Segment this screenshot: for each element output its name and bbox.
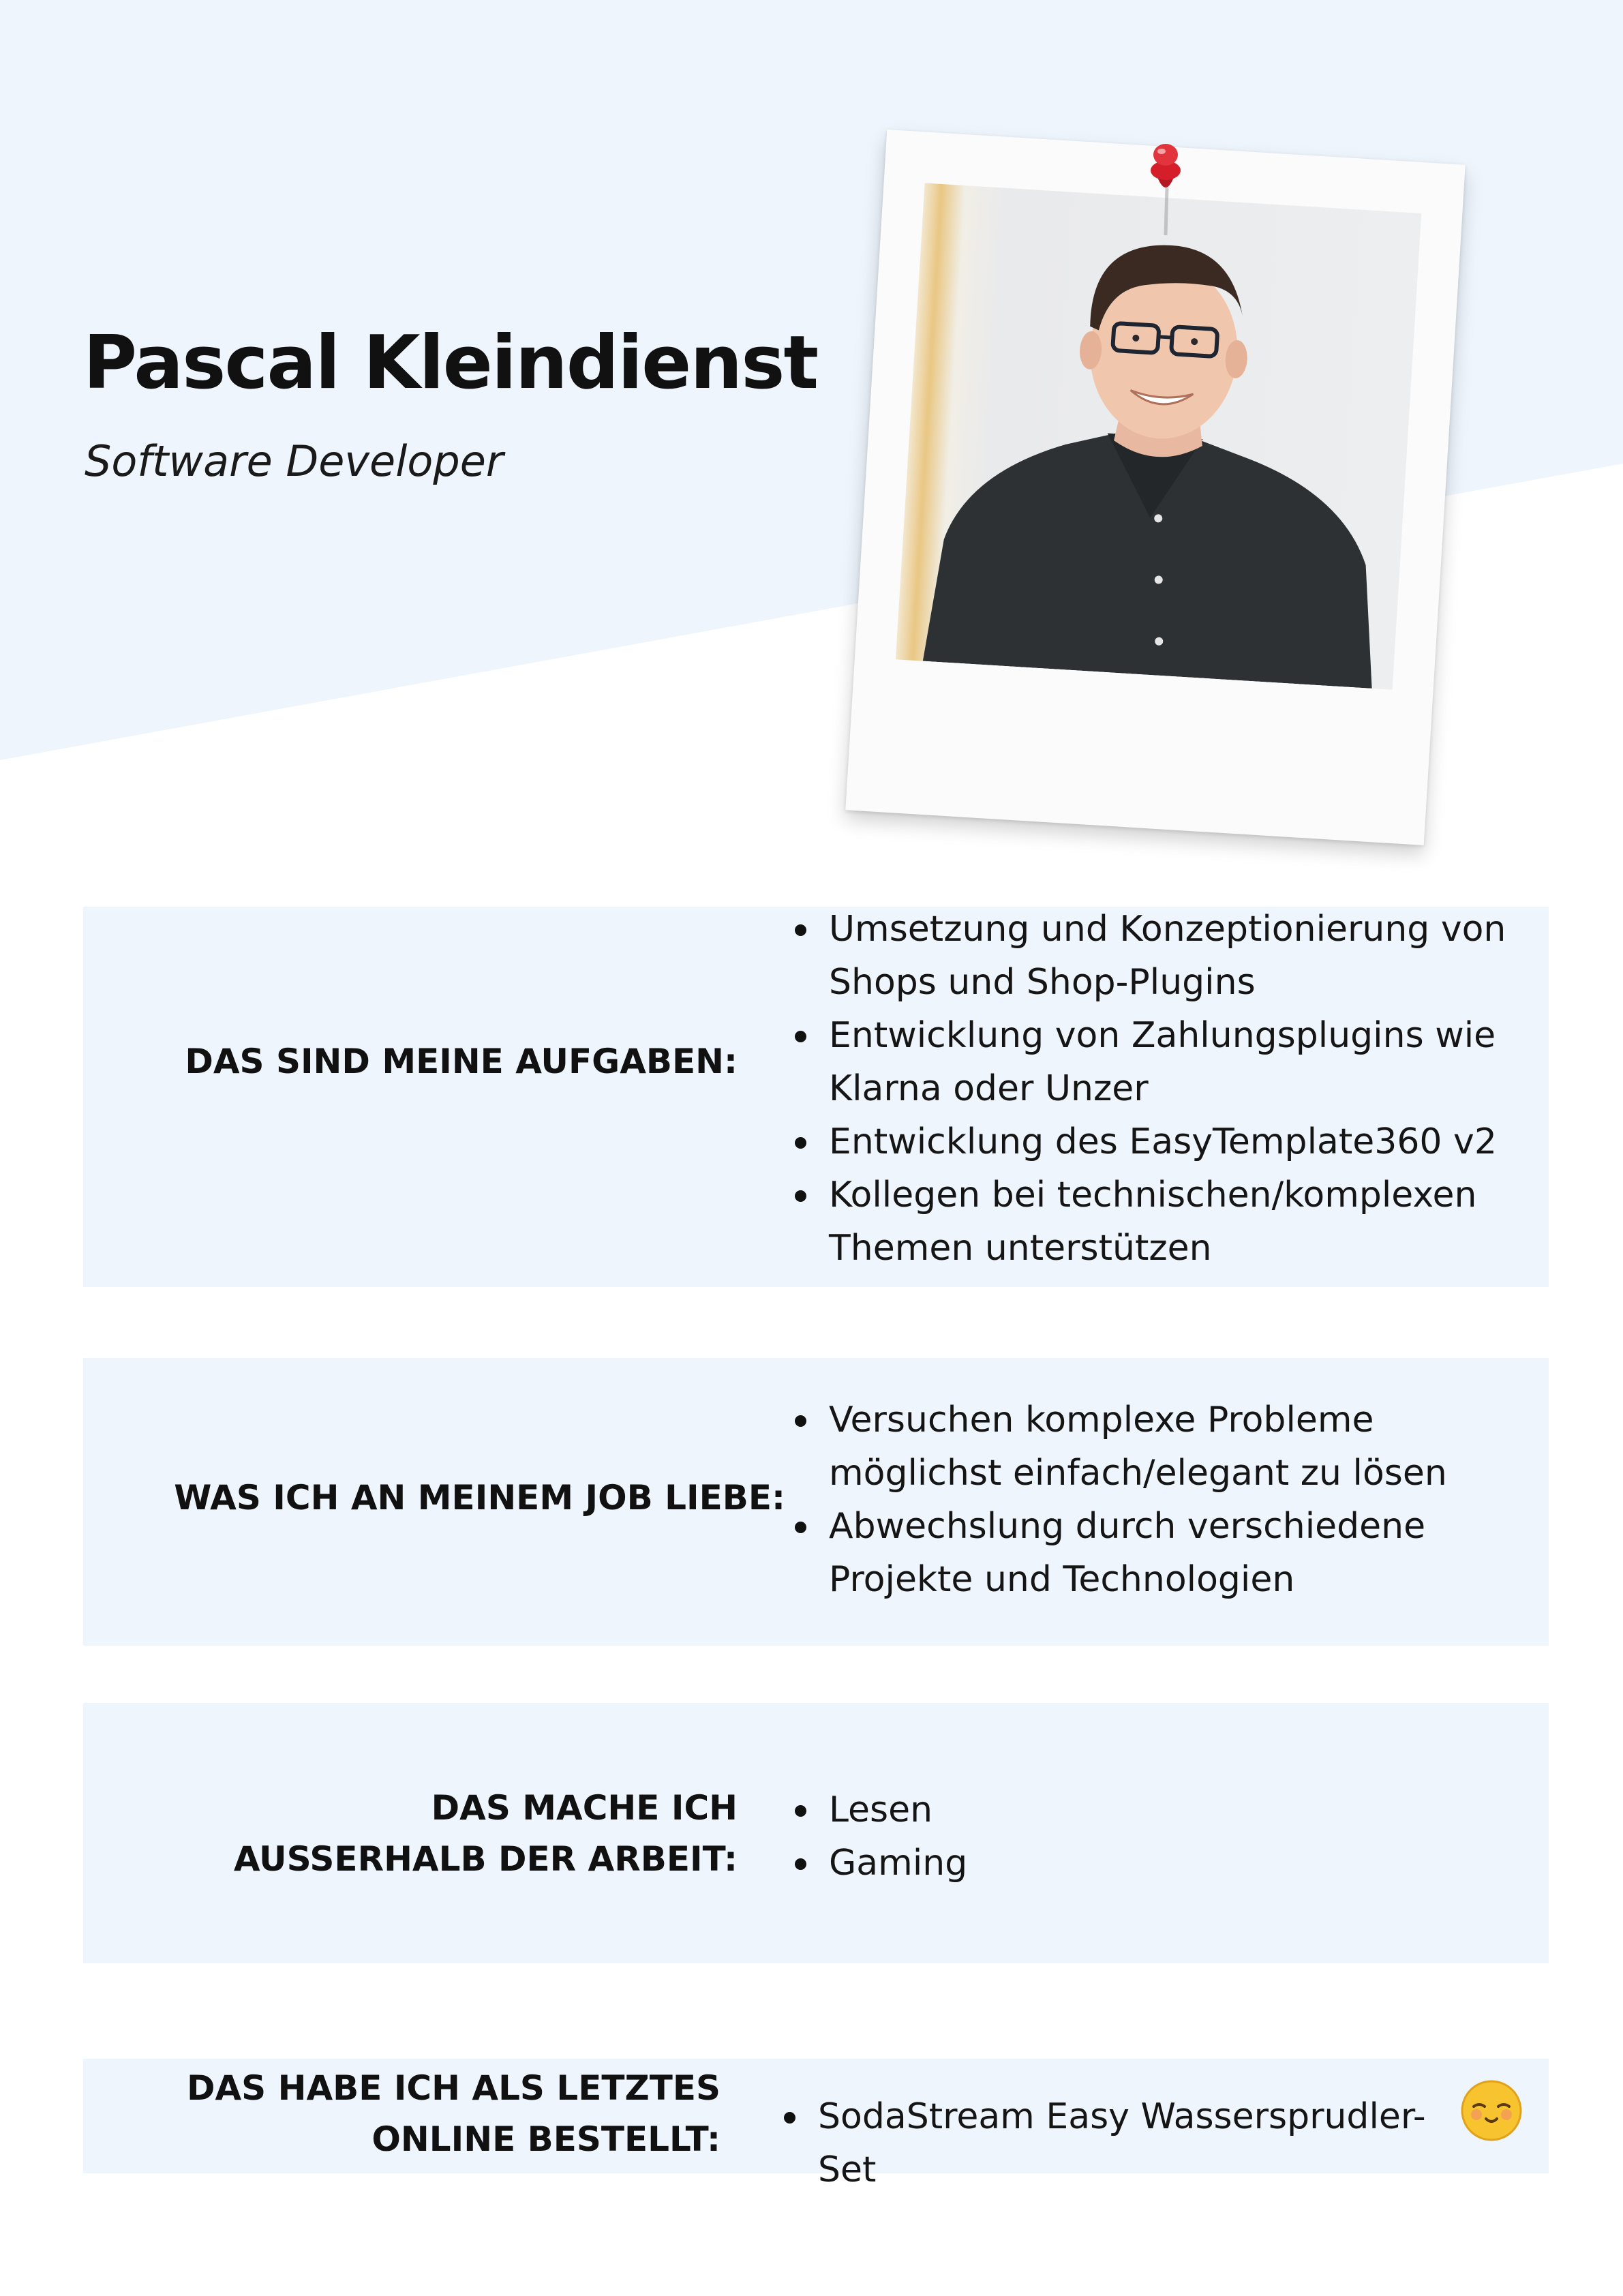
section-last-order — [83, 2059, 1549, 2190]
list-item: Lesen — [791, 1783, 1513, 1837]
list-item: Versuchen komplexe Probleme möglichst einfach/elegant zu lösen — [791, 1393, 1513, 1500]
list-item: Entwicklung von Zahlungsplugins wie Klarna oder Unzer — [791, 1009, 1513, 1115]
profile-photo — [896, 183, 1421, 690]
list-item: Kollegen bei technischen/komplexen Themen unterstützen — [791, 1168, 1513, 1275]
section-last-order-label-line2: ONLINE BESTELLT: — [371, 2119, 721, 2159]
list-item: Entwicklung des EasyTemplate360 v2 — [791, 1115, 1513, 1168]
section-hobbies-list — [791, 1783, 1513, 1890]
section-job-love-list — [791, 1393, 1513, 1606]
smiling-face-icon — [1460, 2079, 1523, 2142]
section-last-order-label-line1: DAS HABE ICH ALS LETZTES — [186, 2068, 721, 2108]
section-hobbies — [83, 1703, 1549, 1963]
section-job-love — [83, 1358, 1549, 1646]
portrait-illustration — [896, 183, 1421, 690]
push-pin-icon — [1138, 140, 1193, 249]
section-tasks-list — [791, 903, 1513, 1275]
list-item: Umsetzung und Konzeptionierung von Shops und Shop-Plugins — [791, 903, 1513, 1009]
section-hobbies-label-line2: AUSSERHALB DER ARBEIT: — [233, 1839, 738, 1879]
section-tasks-label: DAS SIND MEINE AUFGABEN: — [185, 1042, 738, 1081]
section-hobbies-label-line1: DAS MACHE ICH — [431, 1788, 738, 1828]
section-hobbies-label — [124, 1783, 738, 1885]
section-last-order-label — [107, 2063, 721, 2165]
section-last-order-list — [780, 2090, 1461, 2196]
list-item: SodaStream Easy Wassersprudler-Set — [780, 2090, 1461, 2196]
profile-name: Pascal Kleindienst — [83, 320, 818, 406]
section-tasks — [83, 907, 1549, 1287]
list-item: Gaming — [791, 1837, 1513, 1890]
section-job-love-label: WAS ICH AN MEINEM JOB LIEBE: — [174, 1478, 785, 1517]
profile-role: Software Developer — [85, 436, 504, 486]
list-item: Abwechslung durch verschiedene Projekte und Technologien — [791, 1500, 1513, 1606]
